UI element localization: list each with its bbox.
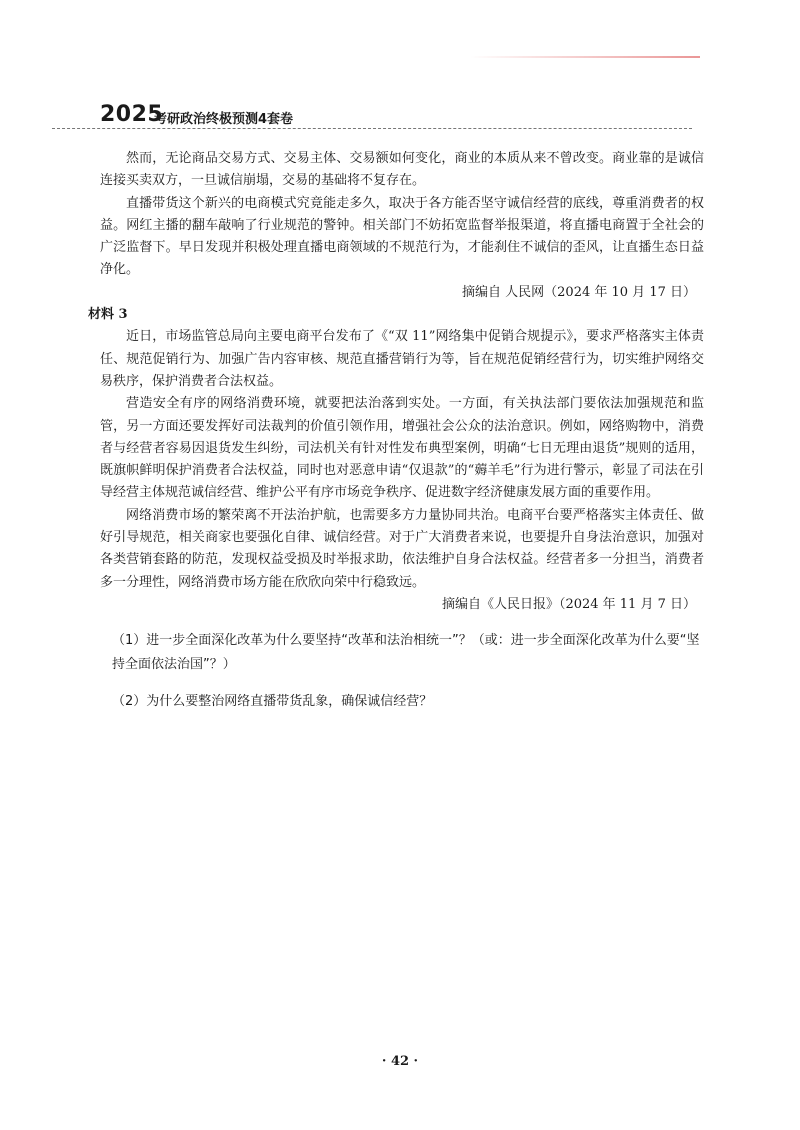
page-header bbox=[52, 100, 702, 132]
source-citation: 摘编自 人民网（2024 年 10 月 17 日） bbox=[462, 284, 696, 300]
red-mark bbox=[470, 56, 700, 58]
question: （2）为什么要整治网络直播带货乱象，确保诚信经营？ bbox=[112, 694, 433, 710]
header-year: 2025 bbox=[100, 102, 164, 127]
paragraph: 网络消费市场的繁荣离不开法治护航，也需要多方力量协同共治。电商平台要严格落实主体责任、做好引导规范，相关商家也要强化自律、诚信经营。对于广大消费者来说，也要提升自身法治意识，加强对各类营销套路的防范，发现权益受损及时举报求助，依法维护自身合法权益。经营者多一分担当，消费者多一分理性，网络消费市场方能在欣欣向荣中行稳致远。 bbox=[100, 507, 704, 590]
question: （1）进一步全面深化改革为什么要坚持“改革和法治相统一”？（或：进一步全面深化改革为什么要“坚持全面依法治国”？） bbox=[112, 633, 700, 673]
page-content bbox=[88, 148, 704, 727]
material-title: 材料 3 bbox=[88, 307, 128, 323]
header-series-title: 考研政治终极预测4套卷 bbox=[154, 112, 294, 127]
header-divider bbox=[52, 128, 692, 129]
source-citation: 摘编自《人民日报》（2024 年 11 月 7 日） bbox=[441, 596, 696, 612]
paragraph: 营造安全有序的网络消费环境，就要把法治落到实处。一方面，有关执法部门要依法加强规范和监管，另一方面还要发挥好司法裁判的价值引领作用，增强社会公众的法治意识。例如，网络购物中，消费者与经营者容易因退货发生纠纷，司法机关有针对性发布典型案例，明确“七日无理由退货”规则的适用，既旗帜鲜明保护消费者合法权益，同时也对恶意申请“仅退款”的“薅羊毛”行为进行警示，彰显了司法在引导经营主体规范诚信经营、维护公平有序市场竞争秩序、促进数字经济健康发展方面的重要作用。 bbox=[100, 396, 704, 501]
paragraph: 近日，市场监管总局向主要电商平台发布了《“双 11”网络集中促销合规提示》，要求严格落实主体责任、规范促销行为、加强广告内容审核、规范直播营销行为等，旨在规范促销经营行为，切实维护网络交易秩序，保护消费者合法权益。 bbox=[100, 329, 704, 389]
paragraph: 直播带货这个新兴的电商模式究竟能走多久，取决于各方能否坚守诚信经营的底线，尊重消费者的权益。网红主播的翻车敲响了行业规范的警钟。相关部门不妨拓宽监督举报渠道，将直播电商置于全社会的广泛监督下。早日发现并积极处理直播电商领域的不规范行为，才能刹住不诚信的歪风，让直播生态日益净化。 bbox=[100, 195, 704, 278]
paragraph: 然而，无论商品交易方式、交易主体、交易额如何变化，商业的本质从来不曾改变。商业靠的是诚信连接买卖双方，一旦诚信崩塌，交易的基础将不复存在。 bbox=[100, 151, 704, 189]
page-number: · 42 · bbox=[381, 1054, 419, 1069]
